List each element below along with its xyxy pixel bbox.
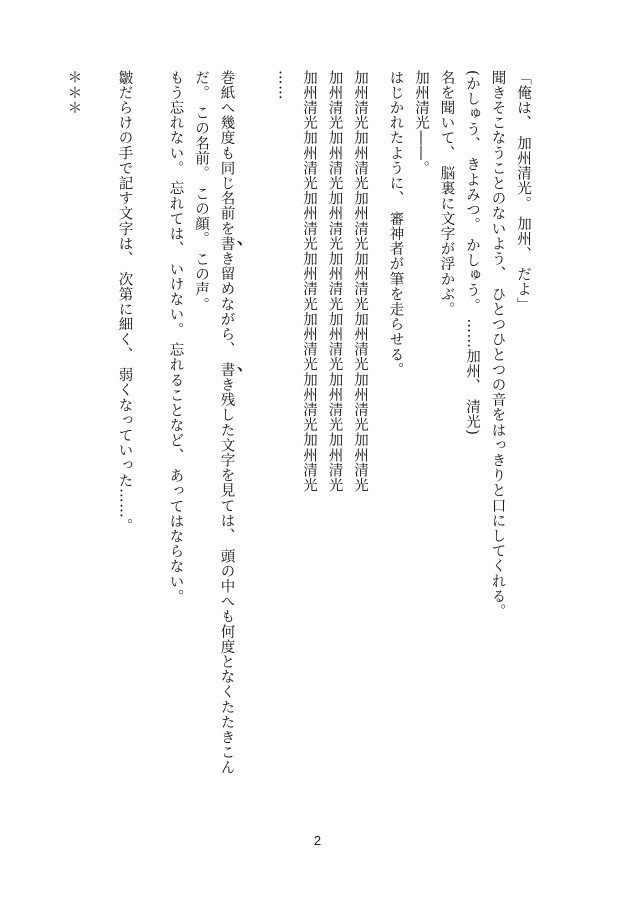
text-segment: 巻紙へ幾度も同じ名前を xyxy=(218,70,235,237)
vertical-body-text xyxy=(60,70,535,776)
repeated-name-line: 加州清光加州清光加州清光加州清光加州清光加州清光加州清光 xyxy=(352,70,368,493)
text-segment: き残した文字を見ては、 頭の中へも何度となくたたきこん xyxy=(218,377,235,776)
page-number: 2 xyxy=(313,833,322,848)
text-line: 加州清光――。 xyxy=(413,70,429,176)
dialogue-line: 「俺は、 加州清光。 加州、 だよ」 xyxy=(515,70,531,313)
paragraph-gap xyxy=(372,70,382,650)
ellipsis-line: …… xyxy=(275,70,292,101)
paragraph-gap xyxy=(86,70,112,650)
text-line: 名を聞いて、 脳裏に文字が浮かぶ。 xyxy=(438,70,455,317)
repeated-name-line: 加州清光加州清光加州清光加州清光加州清光加州清光加州清光 xyxy=(326,70,343,493)
emphasized-character: 書 xyxy=(218,362,235,378)
text-line: 皺だらけの手で記す文字は、 次第に細く、 弱くなっていった……。 xyxy=(116,70,133,534)
paragraph-gap xyxy=(245,70,271,650)
emphasized-text-line xyxy=(213,70,245,776)
text-line: はじかれたように、 審神者が筆を走らせる。 xyxy=(387,70,404,378)
paragraph-gap xyxy=(137,70,163,650)
text-segment: き留めながら、 xyxy=(218,251,235,363)
repeated-name-line: 加州清光加州清光加州清光加州清光加州清光加州清光加州清光 xyxy=(301,70,317,493)
text-line: 聞きそこなうことのないよう、 ひとつひとつの音をはっきりと口にしてくれる。 xyxy=(489,70,506,619)
section-break: ＊＊＊ xyxy=(65,70,82,116)
emphasized-character: 書 xyxy=(218,236,235,252)
text-line: もう忘れない。 忘れては、 いけない。 忘れることなど、 あってはならない。 xyxy=(167,70,184,605)
text-line: だ。 この名前。 この顔。 この声。 xyxy=(193,70,209,313)
text-line: (かしゅう、 きよみつ。 かしゅう。 ……加州、 清光) xyxy=(464,70,480,436)
